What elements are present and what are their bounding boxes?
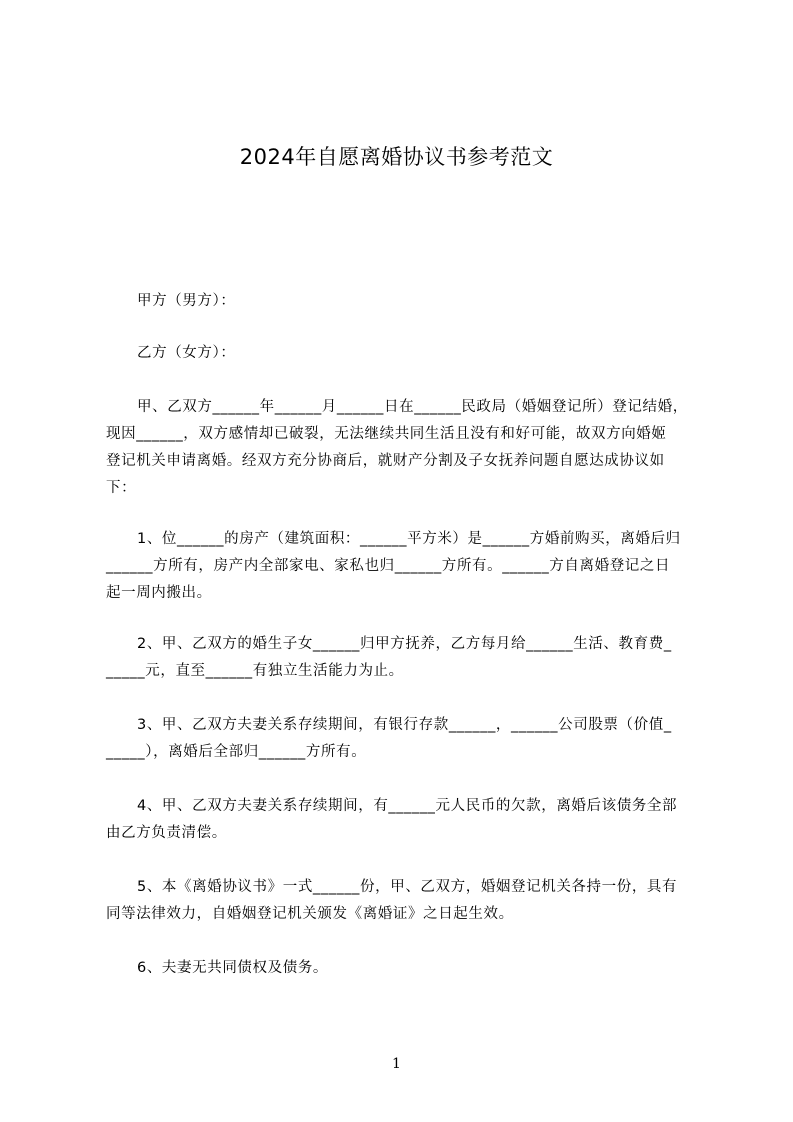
- party-a-label: 甲方（男方）：: [137, 293, 236, 309]
- clause-line: 由乙方负责清偿。: [106, 825, 227, 841]
- clause-line: 6、夫妻无共同债权及债务。: [137, 960, 329, 976]
- document-title: 2024年自愿离婚协议书参考范文: [239, 145, 554, 169]
- party-b-label: 乙方（女方）：: [137, 345, 236, 361]
- clause-6: [106, 955, 714, 982]
- party-b-line: [106, 340, 714, 367]
- clause-1: [106, 526, 714, 607]
- intro-line: 甲、乙双方______年______月______日在______民政局（婚姻登记所）登记结婚，: [137, 399, 688, 415]
- clause-line: 1、位______的房产（建筑面积：______平方米）是______方婚前购买，离婚后归: [137, 531, 681, 547]
- clause-line: 2、甲、乙双方的婚生子女______归甲方抚养，乙方每月给______生活、教育费_: [137, 636, 672, 652]
- intro-line: 现因______，双方感情却已破裂，无法继续共同生活且没有和好可能，故双方向婚姬: [106, 426, 667, 442]
- clause-line: 同等法律效力，自婚姻登记机关颁发《离婚证》之日起生效。: [106, 906, 514, 922]
- clause-5: [106, 874, 714, 928]
- intro-line: 下：: [106, 480, 137, 496]
- clause-line: ______方所有，房产内全部家电、家私也归______方所有。______方自离婚登记之日: [106, 558, 671, 574]
- clause-line: 3、甲、乙双方夫妻关系存续期间，有银行存款______，______公司股票（价值_: [137, 717, 672, 733]
- clause-line: 5、本《离婚协议书》一式______份，甲、乙双方，婚姻登记机关各持一份，具有: [137, 879, 678, 895]
- clause-line: _____元，直至______有独立生活能力为止。: [106, 663, 404, 679]
- intro-line: 登记机关申请离婚。经双方充分协商后，就财产分割及子女抚养问题自愿达成协议如: [106, 453, 665, 469]
- clause-line: _____），离婚后全部归______方所有。: [106, 744, 367, 760]
- clause-4: [106, 793, 714, 847]
- page-number: 1: [392, 1056, 401, 1072]
- clause-line: 起一周内搬出。: [106, 585, 212, 601]
- intro-paragraph: [106, 394, 714, 502]
- party-a-line: [106, 288, 714, 315]
- clause-2: [106, 631, 714, 685]
- clause-3: [106, 712, 714, 766]
- clause-line: 4、甲、乙双方夫妻关系存续期间，有______元人民币的欠款，离婚后该债务全部: [137, 798, 678, 814]
